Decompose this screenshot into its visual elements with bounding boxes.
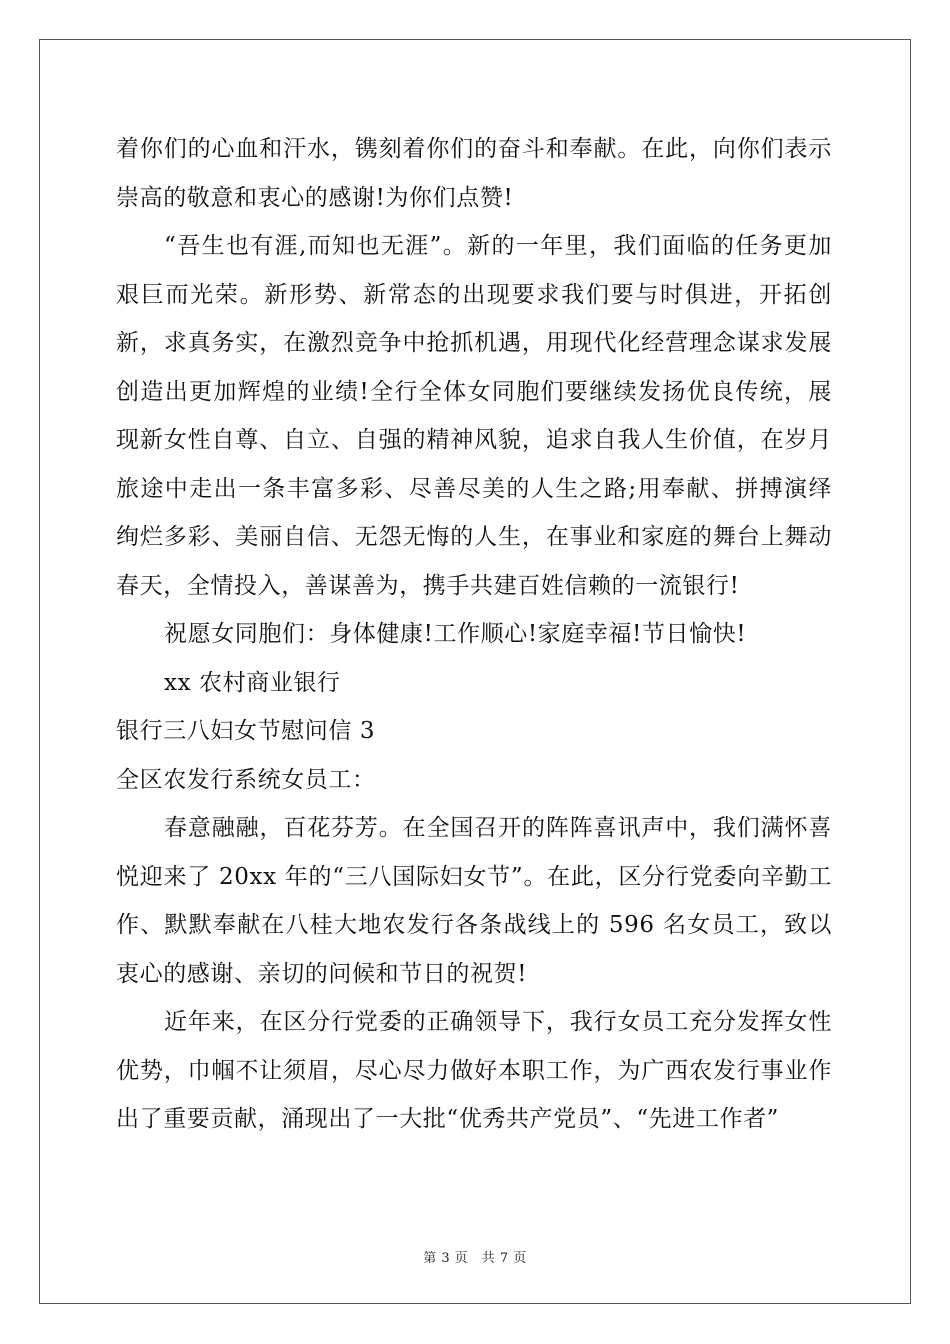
- document-body: [116, 125, 832, 1144]
- section-heading: 银行三八妇女节慰问信 3: [116, 718, 376, 744]
- paragraph-greeting: 春意融融，百花芬芳。在全国召开的阵阵喜讯声中，我们满怀喜悦迎来了 20xx 年的“三八国际妇女节”。在此，区分行党委向辛勤工作、默默奉献在八桂大地农发行各条战线上的 596 名女员工，致以衷心的感谢、亲切的问候和节日的祝贺!: [116, 815, 832, 987]
- paragraph-quote: “吾生也有涯,而知也无涯”。新的一年里，我们面临的任务更加艰巨而光荣。新形势、新常态的出现要求我们要与时俱进，开拓创新，求真务实，在激烈竞争中抢抓机遇，用现代化经营理念谋求发展创造出更加辉煌的业绩!全行全体女同胞们要继续发扬优良传统，展现新女性自尊、自立、自强的精神风貌，追求自我人生价值，在岁月旅途中走出一条丰富多彩、尽善尽美的人生之路;用奉献、拼搏演绎绚烂多彩、美丽自信、无怨无悔的人生，在事业和家庭的舞台上舞动春天，全情投入，善谋善为，携手共建百姓信赖的一流银行!: [116, 233, 832, 599]
- paragraph-achievements: 近年来，在区分行党委的正确领导下，我行女员工充分发挥女性优势，巾帼不让须眉，尽心尽力做好本职工作，为广西农发行事业作出了重要贡献，涌现出了一大批“优秀共产党员”、“先进工作者”: [116, 1009, 832, 1132]
- paragraph-wishes: 祝愿女同胞们：身体健康!工作顺心!家庭幸福!节日愉快!: [164, 621, 747, 647]
- signature: xx 农村商业银行: [164, 669, 341, 696]
- page-number: 第 3 页 共 7 页: [423, 1251, 527, 1266]
- salutation: 全区农发行系统女员工：: [116, 766, 376, 793]
- paragraph-continuation: 着你们的心血和汗水，镌刻着你们的奋斗和奉献。在此，向你们表示崇高的敬意和衷心的感谢!为你们点赞!: [116, 136, 832, 211]
